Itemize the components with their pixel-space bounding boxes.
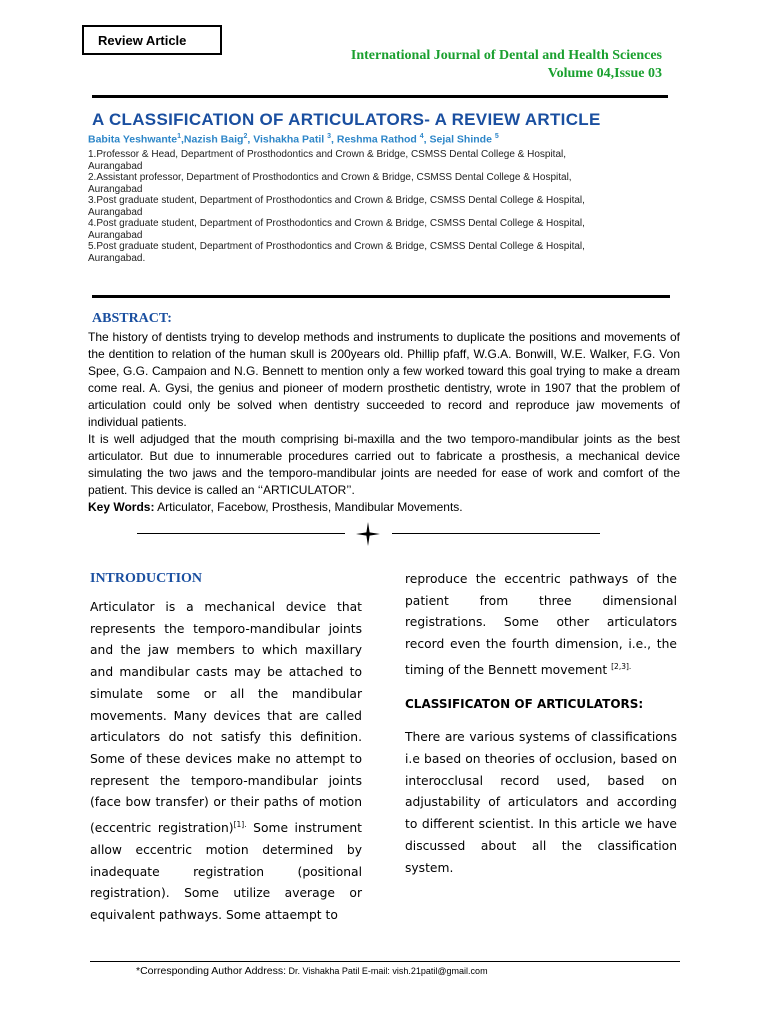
affiliation-city: Aurangabad bbox=[88, 160, 143, 172]
introduction-paragraph bbox=[90, 597, 362, 927]
ornament-star-icon bbox=[356, 522, 380, 546]
introduction-heading: INTRODUCTION bbox=[90, 571, 203, 586]
journal-info bbox=[351, 47, 662, 83]
abstract-heading: ABSTRACT: bbox=[92, 311, 172, 326]
affiliation-line: 1.Professor & Head, Department of Prosthodontics and Crown & Bridge, CSMSS Dental College & Hospital, bbox=[88, 149, 567, 160]
ornament-line-right bbox=[392, 533, 600, 534]
right-column bbox=[405, 569, 677, 879]
corresponding-label: *Corresponding Author Address: bbox=[136, 965, 287, 977]
left-column bbox=[90, 569, 362, 927]
keywords bbox=[88, 499, 680, 516]
author-sup: 2 bbox=[243, 133, 248, 140]
affiliation-list bbox=[88, 149, 678, 264]
corresponding-author bbox=[136, 965, 488, 977]
author-name: Reshma Rathod bbox=[336, 133, 417, 146]
corresponding-details: Dr. Vishakha Patil E-mail: vish.21patil@gmail.com bbox=[286, 966, 488, 976]
author-sup: 3 bbox=[327, 133, 332, 140]
intro-continued-paragraph bbox=[405, 569, 677, 682]
ornament-line-left bbox=[137, 533, 345, 534]
author-sup: 4 bbox=[419, 133, 424, 140]
author-name: Babita Yeshwante bbox=[88, 133, 178, 146]
journal-name: International Journal of Dental and Health Sciences bbox=[350, 48, 662, 63]
citation: [2,3]. bbox=[611, 661, 632, 671]
affiliation-city: Aurangabad. bbox=[88, 252, 146, 264]
affiliation-line: 5.Post graduate student, Department of Prosthodontics and Crown & Bridge, CSMSS Dental College & Hospital, bbox=[88, 241, 585, 252]
citation: [1]. bbox=[233, 820, 247, 830]
author-sup: 5 bbox=[494, 133, 499, 140]
abstract-paragraph: The history of dentists trying to develop methods and instruments to duplicate the positions and movements of the dentition to relation of the human skull is 200years old. Phillip pfaff, W.G.A. Bonwill, W.E. Walker, F.G. Von Spee, G.G. Campaion and N.G. Bennett to mention only a few worked toward this goal trying to make a dream come real. A. Gysi, the genius and pioneer of modern prosthetic dentistry, wrote in 1907 that the problem of articulation could only be solved when dentistry succeeded to record and reproduce jaw movements of individual patients. bbox=[88, 330, 680, 429]
author-name: Sejal Shinde bbox=[429, 133, 492, 146]
abstract-body bbox=[88, 329, 680, 516]
abstract-paragraph: It is well adjudged that the mouth comprising bi-maxilla and the two temporo-mandibular joints as the best articulator. But due to innumerable procedures carried out to fabricate a prosthesis, a mechanical device simulating the two jaws and the temporo-mandibular joints are needed for ease of work and comfort of the patient. This device is called an ‘‘ARTICULATOR’’. bbox=[88, 432, 680, 497]
journal-volume: Volume 04,Issue 03 bbox=[547, 66, 662, 81]
section-divider bbox=[92, 295, 670, 298]
top-divider bbox=[92, 95, 668, 98]
author-sup: 1 bbox=[177, 133, 181, 140]
affiliation-line: 2.Assistant professor, Department of Prosthodontics and Crown & Bridge, CSMSS Dental College & Hospital, bbox=[88, 172, 572, 183]
keywords-label: Key Words: bbox=[88, 500, 155, 514]
intro-text: Some instrument allow eccentric motion determined by inadequate registration (positional registration). Some utilize average or equivalent pathways. Some attaempt to bbox=[90, 821, 363, 922]
affiliation-city: Aurangabad bbox=[88, 206, 143, 218]
affiliation-city: Aurangabad bbox=[88, 183, 143, 195]
article-type-label: Review Article bbox=[98, 32, 187, 48]
classification-paragraph: There are various systems of classifications i.e based on theories of occlusion, based on interocclusal record used, based on adjustability of articulators and according to different scientist. In this article we have discussed about all the classification system. bbox=[405, 730, 677, 875]
author-name: Vishakha Patil bbox=[253, 133, 325, 146]
intro-text: reproduce the eccentric pathways of the patient from three dimensional registrations. Some other articulators record even the fourth dimension, i.e., the timing of the Bennett movement bbox=[405, 572, 677, 677]
affiliation-city: Aurangabad bbox=[88, 229, 143, 241]
classification-heading: CLASSIFICATON OF ARTICULATORS: bbox=[405, 696, 644, 711]
affiliation-line: 4.Post graduate student, Department of Prosthodontics and Crown & Bridge, CSMSS Dental College & Hospital, bbox=[88, 218, 585, 229]
footer-divider bbox=[90, 961, 680, 962]
affiliation-line: 3.Post graduate student, Department of Prosthodontics and Crown & Bridge, CSMSS Dental College & Hospital, bbox=[88, 195, 585, 206]
article-title: A CLASSIFICATION OF ARTICULATORS- A REVIEW ARTICLE bbox=[92, 110, 601, 129]
intro-text: Articulator is a mechanical device that represents the temporo-mandibular joints and the jaw members to which maxillary and mandibular casts may be attached to simulate some or all the mandibular movements. Many devices that are called articulators do not satisfy this definition. Some of these devices make no attempt to represent the temporo-mandibular joints (face bow transfer) or their paths of motion (eccentric registration) bbox=[90, 600, 362, 836]
author-list: Babita Yeshwante$^1$,Nazish Baig$^2$, Vishakha Patil $^3$, Reshma Rathod $^4$, Sejal Shinde $^5$ bbox=[88, 133, 499, 146]
author-name: Nazish Baig bbox=[183, 133, 244, 146]
article-type-badge bbox=[82, 25, 222, 55]
keywords-list: Articulator, Facebow, Prosthesis, Mandibular Movements. bbox=[154, 500, 463, 514]
